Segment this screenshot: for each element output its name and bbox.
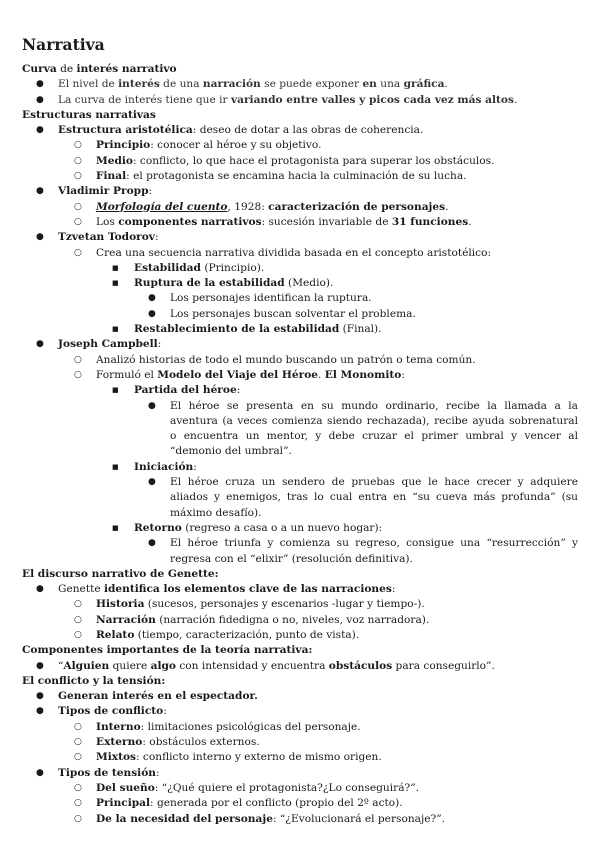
heading-conflicto: El conflicto y la tensión: bbox=[22, 674, 166, 687]
list-item: ● Los personajes identifican la ruptura. bbox=[22, 291, 578, 306]
list-item: ○ Principio: conocer al héroe y su objetivo. bbox=[22, 138, 578, 153]
list-item: ○ Analizó historias de todo el mundo buscando un patrón o tema común. bbox=[22, 353, 578, 368]
list-item: ● Estructura aristotélica: deseo de dotar a las obras de coherencia. bbox=[22, 123, 578, 138]
bullet-square-icon: ■ bbox=[112, 386, 119, 395]
heading-curva: Curva de interés narrativo bbox=[22, 63, 177, 75]
list-item: ● El nivel de interés de una narración se puede exponer en una gráfica. bbox=[22, 77, 578, 92]
bullet-square-icon: ■ bbox=[112, 279, 119, 288]
list-item: ● Generan interés en el espectador. bbox=[22, 689, 578, 704]
bullet-circle-icon: ○ bbox=[74, 155, 82, 166]
bullet-dot-icon: ● bbox=[148, 308, 156, 319]
bullet-dot-icon: ● bbox=[36, 339, 44, 350]
heading-componentes: Componentes importantes de la teoría narrativa: bbox=[22, 644, 313, 657]
list-item: ● “Alguien quiere algo con intensidad y encuentra obstáculos para conseguirlo”. bbox=[22, 659, 578, 674]
list-item: ● El héroe se presenta en su mundo ordinario, recibe la llamada a la aventura (a veces comienza siendo rechazada), recibe ayuda sobrenatural o encuentra un mentor, y debe cruzar el primer umbral y vencer al “demonio del umbral”. bbox=[148, 399, 578, 458]
list-item: ○ Final: el protagonista se encamina hacia la culminación de su lucha. bbox=[22, 169, 578, 184]
bullet-circle-icon: ○ bbox=[74, 369, 82, 380]
bullet-dot-icon: ● bbox=[148, 293, 156, 304]
list-item: ○ Principal: generada por el conflicto (propio del 2º acto). bbox=[22, 796, 578, 811]
bullet-square-icon: ■ bbox=[112, 462, 119, 471]
list-item: ● Joseph Campbell: bbox=[22, 337, 578, 352]
bullet-square-icon: ■ bbox=[112, 263, 119, 272]
bullet-circle-icon: ○ bbox=[74, 721, 82, 732]
bullet-circle-icon: ○ bbox=[74, 614, 82, 625]
bullet-circle-icon: ○ bbox=[74, 140, 82, 151]
list-item: ○ Los componentes narrativos: sucesión invariable de 31 funciones. bbox=[22, 215, 578, 230]
bullet-dot-icon: ● bbox=[36, 125, 44, 136]
bullet-square-icon: ■ bbox=[112, 523, 119, 532]
bullet-dot-icon: ● bbox=[36, 94, 44, 105]
list-item: ○ Medio: conflicto, lo que hace el protagonista para superar los obstáculos. bbox=[22, 154, 578, 169]
bullet-circle-icon: ○ bbox=[74, 247, 82, 258]
list-item: ● Tipos de conflicto: bbox=[22, 704, 578, 719]
list-item: ■ Partida del héroe: bbox=[22, 383, 578, 398]
bullet-circle-icon: ○ bbox=[74, 201, 82, 212]
list-item: ○ Historia (sucesos, personajes y escenarios -lugar y tiempo-). bbox=[22, 597, 578, 612]
list-item: ○ Narración (narración fidedigna o no, niveles, voz narradora). bbox=[22, 613, 578, 628]
bullet-circle-icon: ○ bbox=[74, 354, 82, 365]
list-item: ■ Restablecimiento de la estabilidad (Final). bbox=[22, 322, 578, 337]
bullet-dot-icon: ● bbox=[36, 767, 44, 778]
list-item: ○ De la necesidad del personaje: “¿Evolucionará el personaje?”. bbox=[22, 812, 578, 827]
list-item: ○ Morfología del cuento, 1928: caracterización de personajes. bbox=[22, 200, 578, 215]
document-body bbox=[22, 62, 578, 827]
list-item: ○ Crea una secuencia narrativa dividida basada en el concepto aristotélico: bbox=[22, 246, 578, 261]
bullet-circle-icon: ○ bbox=[74, 216, 82, 227]
bullet-circle-icon: ○ bbox=[74, 813, 82, 824]
list-item: ■ Iniciación: bbox=[22, 460, 578, 475]
list-item: ○ Interno: limitaciones psicológicas del personaje. bbox=[22, 720, 578, 735]
list-item: ● Genette identifica los elementos clave de las narraciones: bbox=[22, 582, 578, 597]
bullet-dot-icon: ● bbox=[36, 706, 44, 717]
bullet-circle-icon: ○ bbox=[74, 599, 82, 610]
bullet-circle-icon: ○ bbox=[74, 629, 82, 640]
bullet-dot-icon: ● bbox=[148, 477, 156, 488]
bullet-square-icon: ■ bbox=[112, 325, 119, 334]
bullet-circle-icon: ○ bbox=[74, 171, 82, 182]
bullet-dot-icon: ● bbox=[148, 400, 156, 411]
list-item: ■ Ruptura de la estabilidad (Medio). bbox=[22, 276, 578, 291]
list-item: ○ Del sueño: “¿Qué quiere el protagonista?¿Lo conseguirá?”. bbox=[22, 781, 578, 796]
bullet-dot-icon: ● bbox=[36, 79, 44, 90]
list-item: ○ Relato (tiempo, caracterización, punto de vista). bbox=[22, 628, 578, 643]
list-item: ● Tipos de tensión: bbox=[22, 766, 578, 781]
list-item: ○ Externo: obstáculos externos. bbox=[22, 735, 578, 750]
list-item: ○ Mixtos: conflicto interno y externo de mismo origen. bbox=[22, 750, 578, 765]
bullet-circle-icon: ○ bbox=[74, 782, 82, 793]
list-item: ■ Estabilidad (Principio). bbox=[22, 261, 578, 276]
list-item: ● La curva de interés tiene que ir variando entre valles y picos cada vez más altos. bbox=[22, 93, 578, 108]
bullet-dot-icon: ● bbox=[148, 538, 156, 549]
heading-estructuras: Estructuras narrativas bbox=[22, 108, 156, 121]
bullet-circle-icon: ○ bbox=[74, 798, 82, 809]
list-item: ● Los personajes buscan solventar el problema. bbox=[22, 307, 578, 322]
bullet-dot-icon: ● bbox=[36, 232, 44, 243]
bullet-circle-icon: ○ bbox=[74, 752, 82, 763]
list-item: ● Tzvetan Todorov: bbox=[22, 230, 578, 245]
list-item: ● El héroe triunfa y comienza su regreso, consigue una “resurrección” y regresa con el “elixir” (resolución definitiva). bbox=[148, 537, 578, 565]
list-item: ■ Retorno (regreso a casa o a un nuevo hogar): bbox=[22, 521, 578, 536]
bullet-dot-icon: ● bbox=[36, 584, 44, 595]
page-title: Narrativa bbox=[22, 35, 105, 54]
list-item: ○ Formuló el Modelo del Viaje del Héroe. El Monomito: bbox=[22, 368, 578, 383]
bullet-dot-icon: ● bbox=[36, 691, 44, 702]
list-item: ● El héroe cruza un sendero de pruebas que le hace crecer y adquiere aliados y enemigos, tras lo cual entra en “su cueva más profunda” (su máximo desafío). bbox=[148, 476, 578, 519]
list-item: ● Vladimir Propp: bbox=[22, 184, 578, 199]
bullet-dot-icon: ● bbox=[36, 186, 44, 197]
heading-genette: El discurso narrativo de Genette: bbox=[22, 567, 219, 580]
bullet-circle-icon: ○ bbox=[74, 737, 82, 748]
bullet-dot-icon: ● bbox=[36, 660, 44, 671]
